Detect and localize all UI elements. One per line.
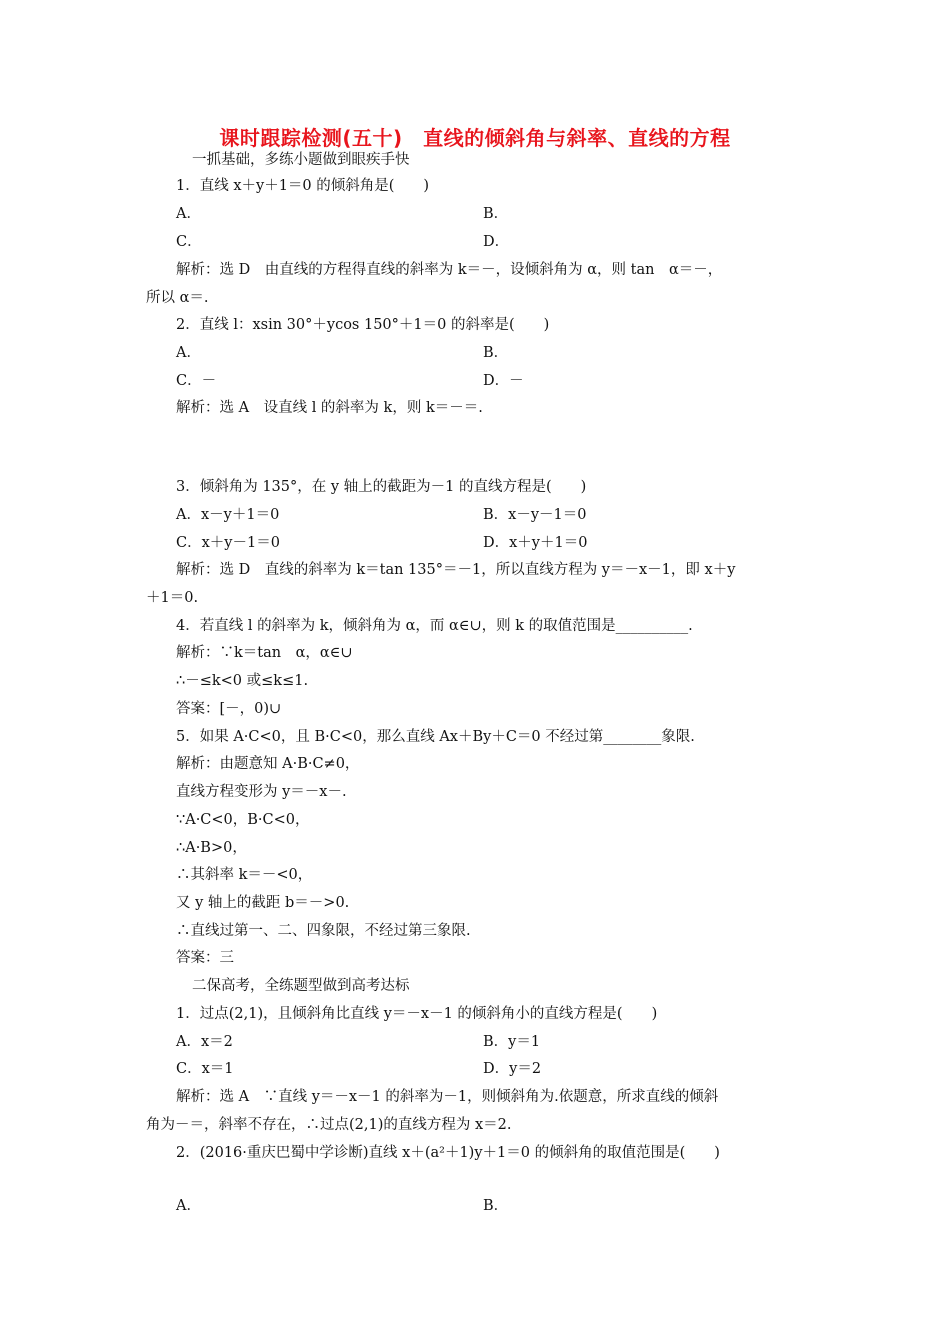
q4-solution-2: ∴－≤k<0 或≤k≤1.	[176, 673, 309, 689]
q3-solution-2: ＋1＝0.	[146, 590, 199, 606]
q2-solution: 解析：选 A 设直线 l 的斜率为 k，则 k＝－＝.	[176, 400, 483, 416]
q3-solution-1: 解析：选 D 直线的斜率为 k＝tan 135°＝－1，所以直线方程为 y＝－x－1，即 x＋y	[176, 562, 736, 578]
q3-option-d: D．x＋y＋1＝0	[483, 535, 588, 551]
q5-solution-4: ∴A·B>0，	[176, 840, 247, 856]
section-heading-2: 二保高考，全练题型做到高考达标	[192, 978, 410, 994]
q2-option-a: A．	[176, 345, 201, 361]
p1-solution-2: 角为－＝，斜率不存在，∴过点(2,1)的直线方程为 x＝2.	[146, 1117, 512, 1133]
q1-option-d: D．	[483, 234, 510, 250]
q5-solution-1: 解析：由题意知 A·B·C≠0，	[176, 756, 360, 772]
q4-answer: 答案：[－，0)∪	[176, 701, 282, 717]
q1-option-c: C．	[176, 234, 202, 250]
q2-stem: 2．直线 l：xsin 30°＋ycos 150°＋1＝0 的斜率是( )	[176, 317, 550, 333]
q3-option-b: B．x－y－1＝0	[483, 507, 587, 523]
q5-solution-6: 又 y 轴上的截距 b＝－>0.	[176, 895, 350, 911]
q2-option-b: B．	[483, 345, 509, 361]
q5-solution-5: ∴其斜率 k＝－<0，	[176, 867, 313, 883]
q5-solution-7: ∴直线过第一、二、四象限，不经过第三象限.	[176, 923, 471, 939]
q4-solution-1: 解析：∵k＝tan α，α∈∪	[176, 645, 353, 661]
q1-option-b: B．	[483, 206, 509, 222]
page-title: 课时跟踪检测(五十) 直线的倾斜角与斜率、直线的方程	[219, 126, 731, 150]
p1-option-d: D．y＝2	[483, 1061, 542, 1077]
q2-option-c: C．－	[176, 373, 217, 389]
q1-option-a: A．	[176, 206, 201, 222]
q5-solution-2: 直线方程变形为 y＝－x－.	[176, 784, 347, 800]
p2-option-a: A．	[176, 1198, 201, 1214]
q5-stem: 5．如果 A·C<0，且 B·C<0，那么直线 Ax＋By＋C＝0 不经过第________象限.	[176, 729, 695, 745]
p1-option-c: C．x＝1	[176, 1061, 234, 1077]
p2-option-b: B．	[483, 1198, 509, 1214]
q3-stem: 3．倾斜角为 135°，在 y 轴上的截距为－1 的直线方程是( )	[176, 479, 587, 495]
q4-stem: 4．若直线 l 的斜率为 k，倾斜角为 α，而 α∈∪，则 k 的取值范围是__________.	[176, 618, 693, 634]
q3-option-a: A．x－y＋1＝0	[176, 507, 280, 523]
q5-answer: 答案：三	[176, 950, 234, 966]
q3-option-c: C．x＋y－1＝0	[176, 535, 280, 551]
q1-solution-2: 所以 α＝.	[146, 290, 209, 306]
q1-solution-1: 解析：选 D 由直线的方程得直线的斜率为 k＝－，设倾斜角为 α，则 tan α＝－，	[176, 262, 723, 278]
p2-stem: 2．(2016·重庆巴蜀中学诊断)直线 x＋(a²＋1)y＋1＝0 的倾斜角的取值范围是( )	[176, 1145, 720, 1161]
p1-option-a: A．x＝2	[176, 1034, 233, 1050]
q2-option-d: D．－	[483, 373, 524, 389]
q1-stem: 1．直线 x＋y＋1＝0 的倾斜角是( )	[176, 178, 430, 194]
p1-option-b: B．y＝1	[483, 1034, 541, 1050]
section-heading-1: 一抓基础，多练小题做到眼疾手快	[192, 152, 410, 168]
p1-solution-1: 解析：选 A ∵直线 y＝－x－1 的斜率为－1，则倾斜角为.依题意，所求直线的倾斜	[176, 1089, 719, 1105]
q5-solution-3: ∵A·C<0，B·C<0，	[176, 812, 310, 828]
p1-stem: 1．过点(2,1)，且倾斜角比直线 y＝－x－1 的倾斜角小的直线方程是( )	[176, 1006, 658, 1022]
